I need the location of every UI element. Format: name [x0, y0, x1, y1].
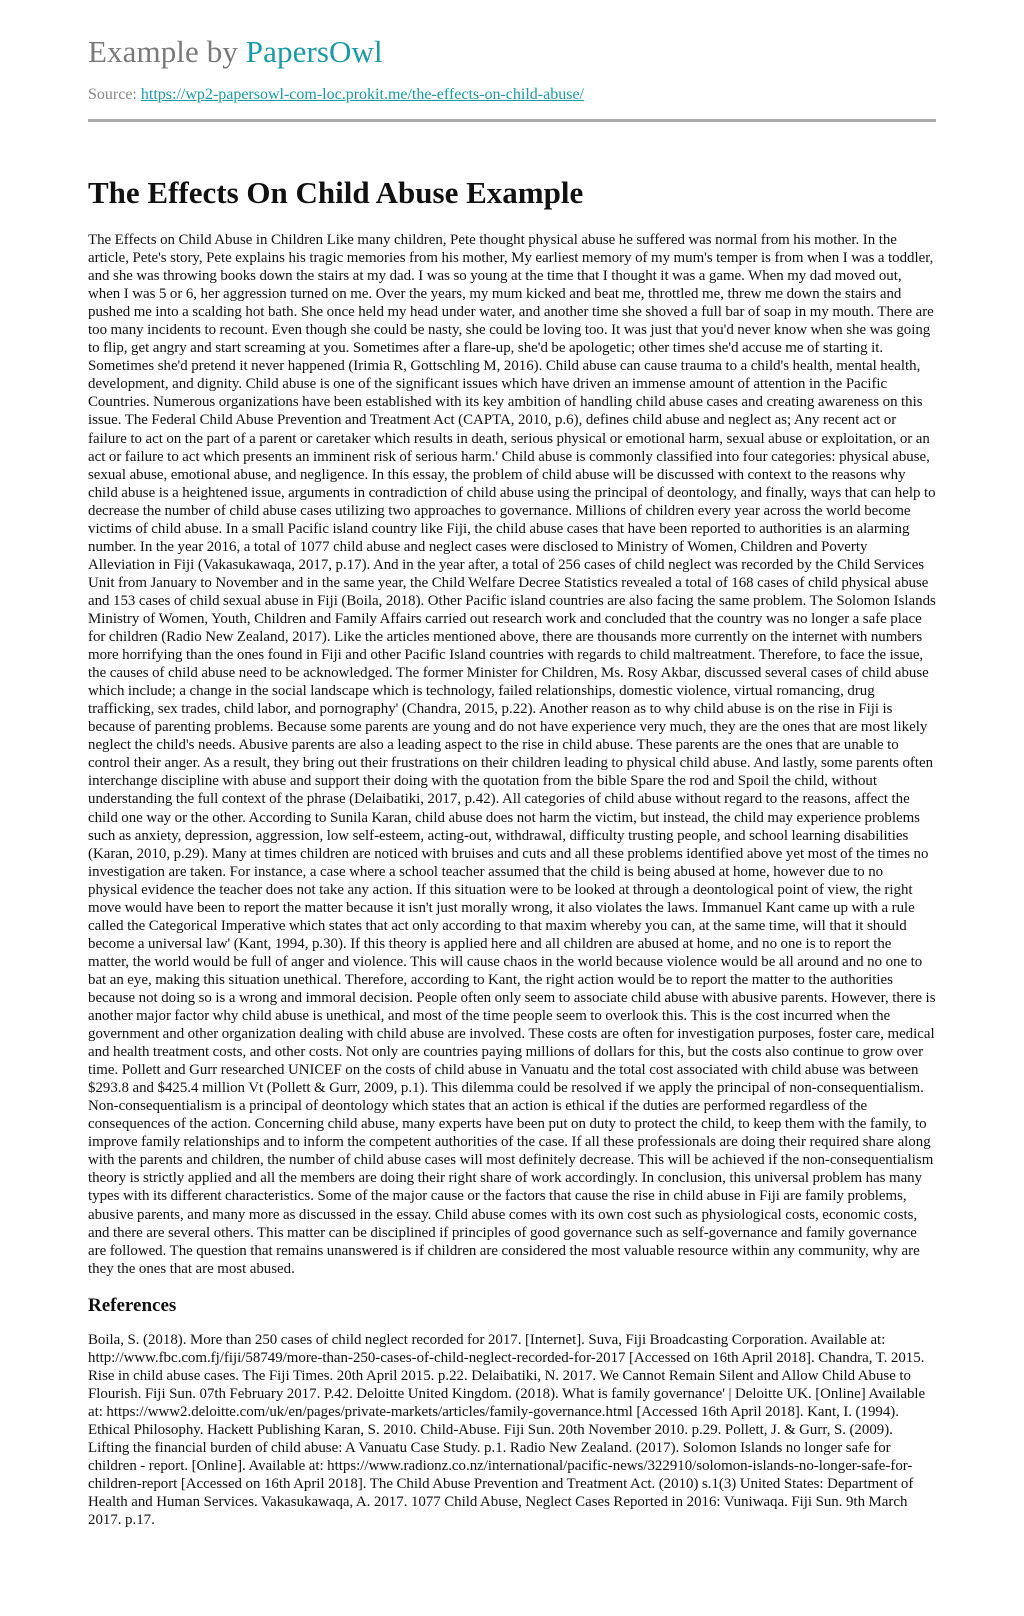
- header-divider: [88, 119, 936, 122]
- source-link[interactable]: https://wp2-papersowl-com-loc.prokit.me/the-effects-on-child-abuse/: [140, 86, 584, 103]
- document-page: [88, 0, 936, 1529]
- source-label: Source:: [88, 86, 141, 103]
- source-line: [88, 85, 936, 105]
- references-text: Boila, S. (2018). More than 250 cases of child neglect recorded for 2017. [Internet]. Suva, Fiji Broadcasting Corporation. Available at: http://www.fbc.com.fj/fiji/58749/more-than-250-cases-of-child-neglect-recorded-for-2017 [Accessed on 16th April 2018]. Chandra, T. 2015. Rise in child abuse cases. The Fiji Times. 20th April 2015. p.22. Delaibatiki, N. 2017. We Cannot Remain Silent and Allow Child Abuse to Flourish. Fiji Sun. 07th February 2017. P.42. Deloitte United Kingdom. (2018). What is family governance' | Deloitte UK. [Online] Available at: https://www2.deloitte.com/uk/en/pages/private-markets/articles/family-governance.html [Accessed 16th April 2018]. Kant, I. (1994). Ethical Philosophy. Hackett Publishing Karan, S. 2010. Child-Abuse. Fiji Sun. 20th November 2010. p.29. Pollett, J. & Gurr, S. (2009). Lifting the financial burden of child abuse: A Vanuatu Case Study. p.1. Radio New Zealand. (2017). Solomon Islands no longer safe for children - report. [Online]. Available at: https://www.radionz.co.nz/international/pacific-news/322910/solomon-islands-no-longer-safe-for-children-report [Accessed on 16th April 2018]. The Child Abuse Prevention and Treatment Act. (2010) s.1(3) United States: Department of Health and Human Services. Vakasukawaqa, A. 2017. 1077 Child Abuse, Neglect Cases Reported in 2016: Vuniwaqa. Fiji Sun. 9th March 2017. p.17.: [88, 1331, 926, 1529]
- brand-name-link[interactable]: PapersOwl: [245, 34, 383, 69]
- article-body: The Effects on Child Abuse in Children Like many children, Pete thought physical abuse he suffered was normal from his mother. In the article, Pete's story, Pete explains his tragic memories from his mother, My earliest memory of my mum's temper is from when I was a toddler, and she was throwing books down the stairs at my dad. I was so young at the time that I thought it was a game. When my dad moved out, when I was 5 or 6, her aggression turned on me. Over the years, my mum kicked and beat me, throttled me, threw me down the stairs and pushed me into a scalding hot bath. She once held my head under water, and another time she shoved a full bar of soap in my mouth. There are too many incidents to recount. Even though she could be nasty, she could be loving too. It was just that you'd never know when she was going to flip, get angry and start screaming at you. Sometimes after a flare-up, she'd be apologetic; other times she'd accuse me of starting it. Sometimes she'd pretend it never happened (Irimia R, Gottschling M, 2016). Child abuse can cause trauma to a child's health, mental health, development, and dignity. Child abuse is one of the significant issues which have driven an immense amount of attention in the Pacific Countries. Numerous organizations have been established with its key ambition of handling child abuse cases and creating awareness on this issue. The Federal Child Abuse Prevention and Treatment Act (CAPTA, 2010, p.6), defines child abuse and neglect as; Any recent act or failure to act on the part of a parent or caretaker which results in death, serious physical or emotional harm, sexual abuse or exploitation, or an act or failure to act which presents an imminent risk of serious harm.' Child abuse is commonly classified into four categories: physical abuse, sexual abuse, emotional abuse, and negligence. In this essay, the problem of child abuse will be discussed with context to the reasons why child abuse is a heightened issue, arguments in contradiction of child abuse using the principal of deontology, and finally, ways that can help to decrease the number of child abuse cases utilizing two approaches to governance. Millions of children every year across the world become victims of child abuse. In a small Pacific island country like Fiji, the child abuse cases that have been reported to authorities is an alarming number. In the year 2016, a total of 1077 child abuse and neglect cases were disclosed to Ministry of Women, Children and Poverty Alleviation in Fiji (Vakasukawaqa, 2017, p.17). And in the year after, a total of 256 cases of child neglect was recorded by the Child Services Unit from January to November and in the same year, the Child Welfare Decree Statistics revealed a total of 168 cases of child physical abuse and 153 cases of child sexual abuse in Fiji (Boila, 2018). Other Pacific island countries are also facing the same problem. The Solomon Islands Ministry of Women, Youth, Children and Family Affairs carried out research work and concluded that the country was no longer a safe place for children (Radio New Zealand, 2017). Like the articles mentioned above, there are thousands more currently on the internet with numbers more horrifying than the ones found in Fiji and other Pacific Island countries with regards to child maltreatment. Therefore, to face the issue, the causes of child abuse need to be acknowledged. The former Minister for Children, Ms. Rosy Akbar, discussed several cases of child abuse which include; a change in the social landscape which is technology, failed relationships, domestic violence, virtual romancing, drug trafficking, sex trades, child labor, and pornography' (Chandra, 2015, p.22). Another reason as to why child abuse is on the rise in Fiji is because of parenting problems. Because some parents are young and do not have experience very much, they are the ones that are most likely neglect the child's needs. Abusive parents are also a leading aspect to the rise in child abuse. These parents are the ones that are unable to control their anger. As a result, they bring out their frustrations on their children leading to physical child abuse. And lastly, some parents often interchange discipline with abuse and support their doing with the quotation from the bible Spare the rod and Spoil the child, without understanding the full context of the phrase (Delaibatiki, 2017, p.42). All categories of child abuse without regard to the reasons, affect the child one way or the other. According to Sunila Karan, child abuse does not harm the victim, but instead, the child may experience problems such as anxiety, depression, aggression, low self-esteem, acting-out, withdrawal, difficulty trusting people, and school learning disabilities (Karan, 2010, p.29). Many at times children are noticed with bruises and cuts and all these problems identified above yet most of the times no investigation are taken. For instance, a case where a school teacher assumed that the child is being abused at home, however due to no physical evidence the teacher does not take any action. If this situation were to be looked at through a deontological point of view, the right move would have been to report the matter because it isn't just morally wrong, it also violates the laws. Immanuel Kant came up with a rule called the Categorical Imperative which states that act only according to that maxim whereby you can, at the same time, will that it should become a universal law' (Kant, 1994, p.30). If this theory is applied here and all children are abused at home, and no one is to report the matter, the world would be full of anger and violence. This will cause chaos in the world because violence would be all around and no one to bat an eye, making this situation unethical. Therefore, according to Kant, the right action would be to report the matter to the authorities because not doing so is a wrong and immoral decision. People often only seem to associate child abuse with abusive parents. However, there is another major factor why child abuse is unethical, and most of the time people seem to overlook this. This is the cost incurred when the government and other organization dealing with child abuse are involved. These costs are often for investigation purposes, foster care, medical and health treatment costs, and other costs. Not only are countries paying millions of dollars for this, but the costs also continue to grow over time. Pollett and Gurr researched UNICEF on the costs of child abuse in Vanuatu and the total cost associated with child abuse was between $293.8 and $425.4 million Vt (Pollett & Gurr, 2009, p.1). This dilemma could be resolved if we apply the principal of non-consequentialism. Non-consequentialism is a principal of deontology which states that an action is ethical if the duties are performed regardless of the consequences of the action. Concerning child abuse, many experts have been put on duty to protect the child, to keep them with the family, to improve family relationships and to inform the competent authorities of the case. If all these professionals are doing their required share along with the parents and children, the number of child abuse cases will most definitely decrease. This will be achieved if the non-consequentialism theory is strictly applied and all the members are doing their right share of work accordingly. In conclusion, this universal problem has many types with its different characteristics. Some of the major cause or the factors that cause the rise in child abuse in Fiji are family problems, abusive parents, and many more as discussed in the essay. Child abuse comes with its own cost such as physiological costs, economic costs, and there are several others. This matter can be disciplined if principles of good governance such as self-governance and family governance are followed. The question that remains unanswered is if children are considered the most valuable resource within any community, why are they the ones that are most abused.: [88, 232, 936, 1277]
- article-title: The Effects On Child Abuse Example: [88, 175, 584, 210]
- site-brand: [88, 34, 936, 70]
- brand-prefix: Example by: [88, 34, 246, 69]
- references-heading: References: [88, 1294, 177, 1316]
